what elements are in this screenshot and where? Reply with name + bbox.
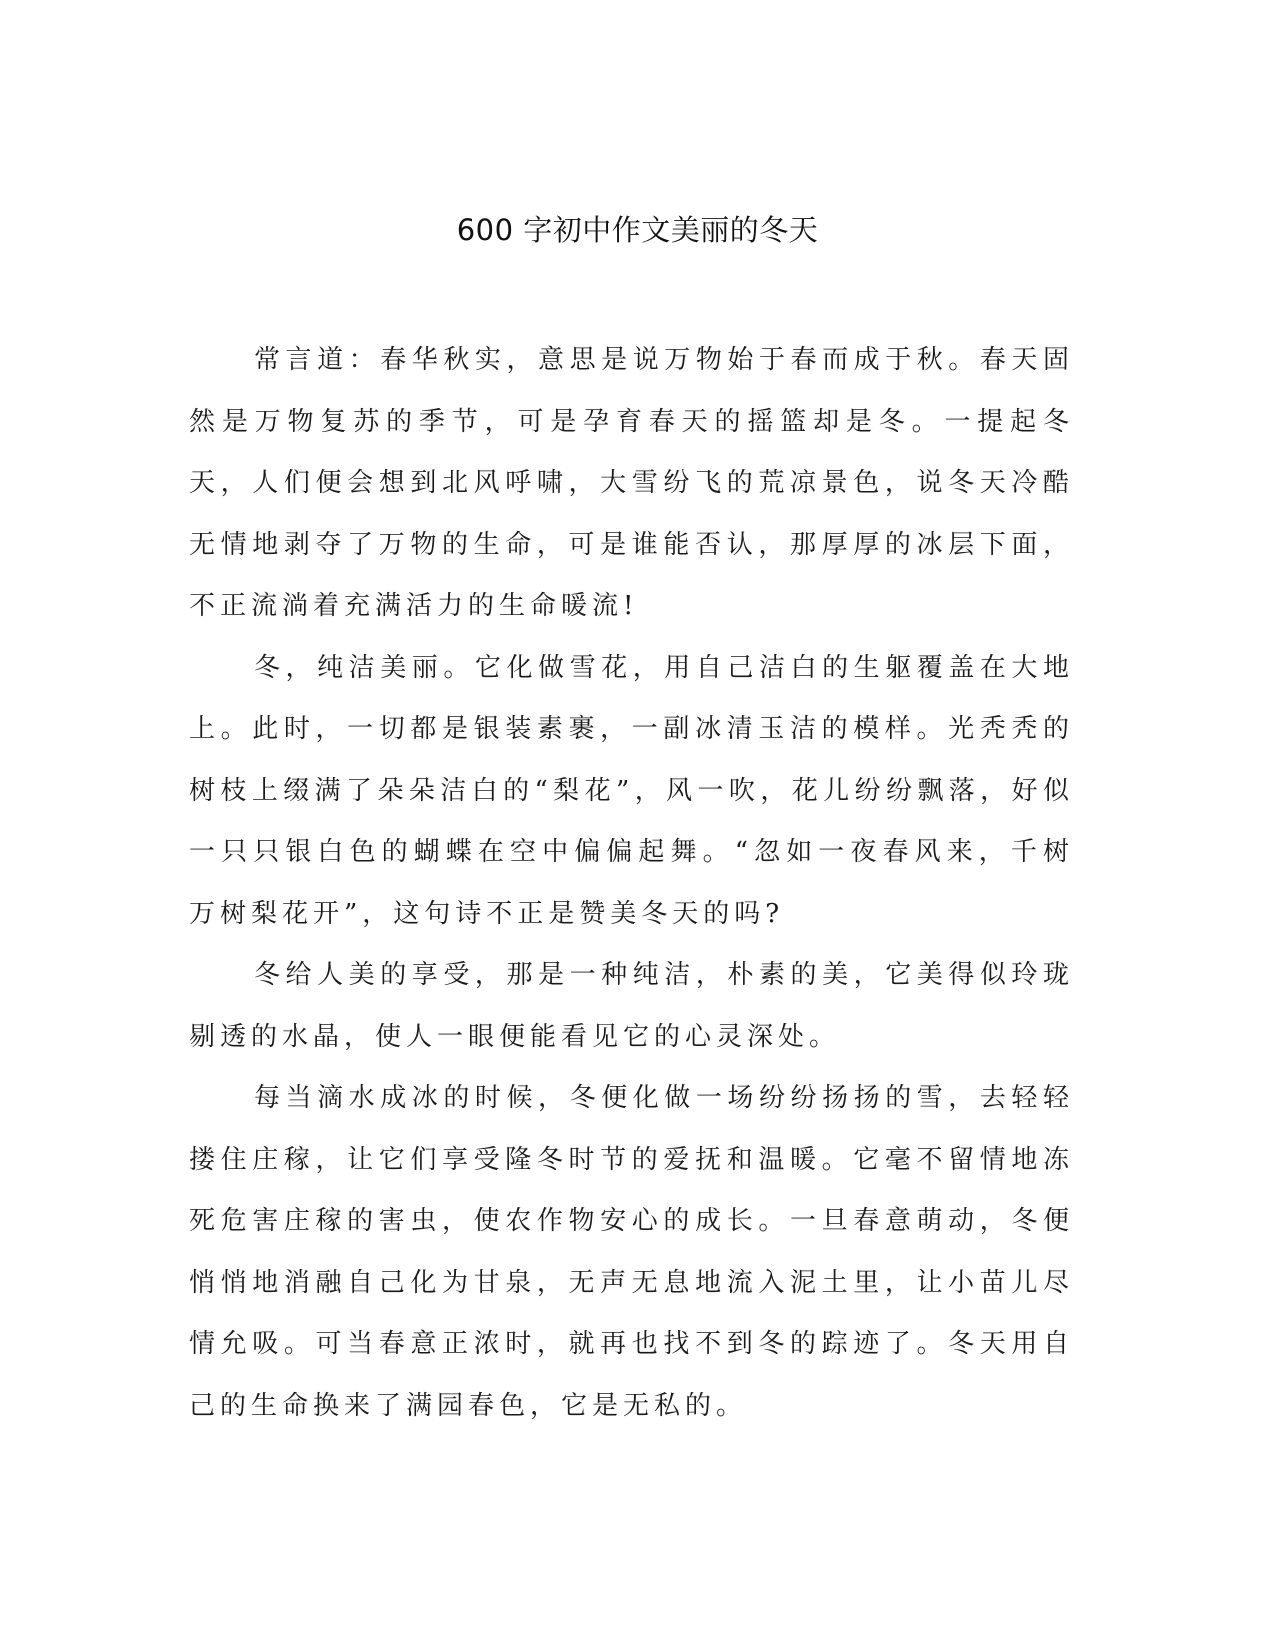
document-body [189,330,1074,1437]
paragraph-3: 冬给人美的享受，那是一种纯洁，朴素的美，它美得似玲珑剔透的水晶，使人一眼便能看见它的心灵深处。 [189,960,1074,1052]
document-title: 600 字初中作文美丽的冬天 [456,213,819,247]
paragraph-1: 常言道：春华秋实，意思是说万物始于春而成于秋。春天固然是万物复苏的季节，可是孕育春天的摇篮却是冬。一提起冬天，人们便会想到北风呼啸，大雪纷飞的荒凉景色，说冬天冷酷无情地剥夺了万物的生命，可是谁能否认，那厚厚的冰层下面，不正流淌着充满活力的生命暖流! [189,345,1074,621]
paragraph-2: 冬，纯洁美丽。它化做雪花，用自己洁白的生躯覆盖在大地上。此时，一切都是银装素裹，一副冰清玉洁的模样。光秃秃的树枝上缀满了朵朵洁白的“梨花”，风一吹，花儿纷纷飘落，好似一只只银白色的蝴蝶在空中偏偏起舞。“忽如一夜春风来，千树万树梨花开”，这句诗不正是赞美冬天的吗? [189,652,1074,929]
paragraph-4: 每当滴水成冰的时候，冬便化做一场纷纷扬扬的雪，去轻轻搂住庄稼，让它们享受隆冬时节的爱抚和温暖。它毫不留情地冻死危害庄稼的害虫，使农作物安心的成长。一旦春意萌动，冬便悄悄地消融自己化为甘泉，无声无息地流入泥土里，让小苗儿尽情允吸。可当春意正浓时，就再也找不到冬的踪迹了。冬天用自己的生命换来了满园春色，它是无私的。 [189,1083,1074,1421]
